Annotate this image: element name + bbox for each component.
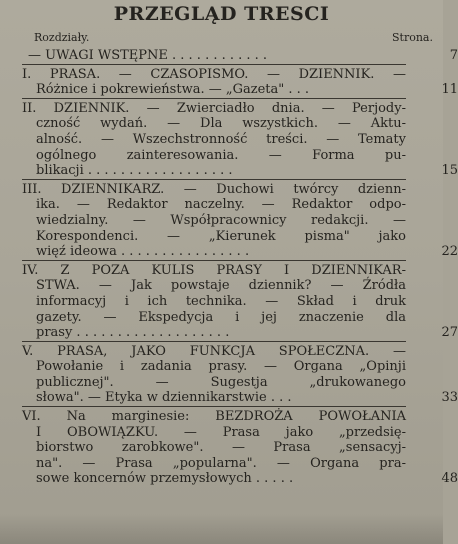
toc-entry-chapter-2 xyxy=(22,98,458,179)
entry-line: I. PRASA. — CZASOPISMO. — DZIENNIK. — xyxy=(22,66,406,82)
entry-line: na". — Prasa „popularna". — Organa pra- xyxy=(36,455,406,471)
entry-page-number: 27 xyxy=(441,325,458,341)
entry-line: ogólnego zainteresowania. — Forma pu- xyxy=(36,147,406,163)
entry-line: publicznej". — Sugestja „drukowanego xyxy=(36,374,406,390)
entry-line: alność. — Wszechstronność treści. — Tematy xyxy=(36,131,406,147)
toc-entry-chapter-4 xyxy=(22,260,458,341)
column-headers xyxy=(0,30,443,46)
chapters-column-header: Rozdziały. xyxy=(34,31,90,44)
entry-line: gazety. — Ekspedycja i jej znaczenie dla xyxy=(36,309,406,325)
toc-entry-chapter-5 xyxy=(22,341,458,406)
entry-page-number: 11 xyxy=(441,82,458,98)
entry-line: V. PRASA, JAKO FUNKCJA SPOŁECZNA. — xyxy=(22,343,406,359)
entry-line: VI. Na marginesie: BEZDROŻA POWOŁANIA xyxy=(22,409,406,425)
entry-page-number: 15 xyxy=(441,163,458,179)
entry-page-number: 22 xyxy=(441,244,458,260)
entry-line: blikacji . . . . . . . . . . . . . . . . . . xyxy=(36,163,233,179)
page-shadow xyxy=(0,514,443,544)
entry-line: ika. — Redaktor naczelny. — Redaktor odpo- xyxy=(36,197,406,213)
entry-line: sowe koncernów przemysłowych . . . . . xyxy=(36,471,294,487)
toc-entry-intro xyxy=(22,46,458,64)
toc-entry-chapter-3 xyxy=(22,179,458,260)
page-column-header: Strona. xyxy=(392,31,433,44)
entry-line: prasy . . . . . . . . . . . . . . . . . . . xyxy=(36,325,230,341)
entry-line: czność wydań. — Dla wszystkich. — Aktu- xyxy=(36,116,406,132)
entry-line: — UWAGI WSTĘPNE . . . . . . . . . . . . xyxy=(28,48,268,63)
page-title: PRZEGLĄD TRESCI xyxy=(113,3,330,25)
toc-entry-chapter-6 xyxy=(22,406,458,487)
entry-line: biorstwo zarobkowe". — Prasa „sensacyj- xyxy=(36,440,406,456)
entry-line: I OBOWIĄZKU. — Prasa jako „przedsię- xyxy=(36,424,406,440)
entry-line: STWA. — Jak powstaje dziennik? — Źródła xyxy=(36,278,406,294)
entry-line: wiedzialny. — Współpracownicy redakcji. — xyxy=(36,212,406,228)
entry-page-number: 7 xyxy=(449,48,458,63)
toc-entry-chapter-1 xyxy=(22,64,458,98)
entry-line: Korespondenci. — „Kierunek pisma" jako xyxy=(36,228,406,244)
entry-line: Powołanie i zadania prasy. — Organa „Opinji xyxy=(36,359,406,375)
entry-line: Różnice i pokrewieństwa. — „Gazeta" . . . xyxy=(36,82,310,98)
entry-line: więź ideowa . . . . . . . . . . . . . . . . xyxy=(36,244,250,260)
entry-line: III. DZIENNIKARZ. — Duchowi twórcy dzienn- xyxy=(22,181,406,197)
entry-line: słowa". — Etyka w dziennikarstwie . . . xyxy=(36,390,292,406)
entry-line: II. DZIENNIK. — Zwierciadło dnia. — Perjody- xyxy=(22,100,406,116)
entry-page-number: 48 xyxy=(441,471,458,487)
entry-page-number: 33 xyxy=(441,390,458,406)
entry-line: IV. Z POZA KULIS PRASY I DZIENNIKAR- xyxy=(22,262,406,278)
entry-line: informacyj i ich technika. — Skład i druk xyxy=(36,293,406,309)
